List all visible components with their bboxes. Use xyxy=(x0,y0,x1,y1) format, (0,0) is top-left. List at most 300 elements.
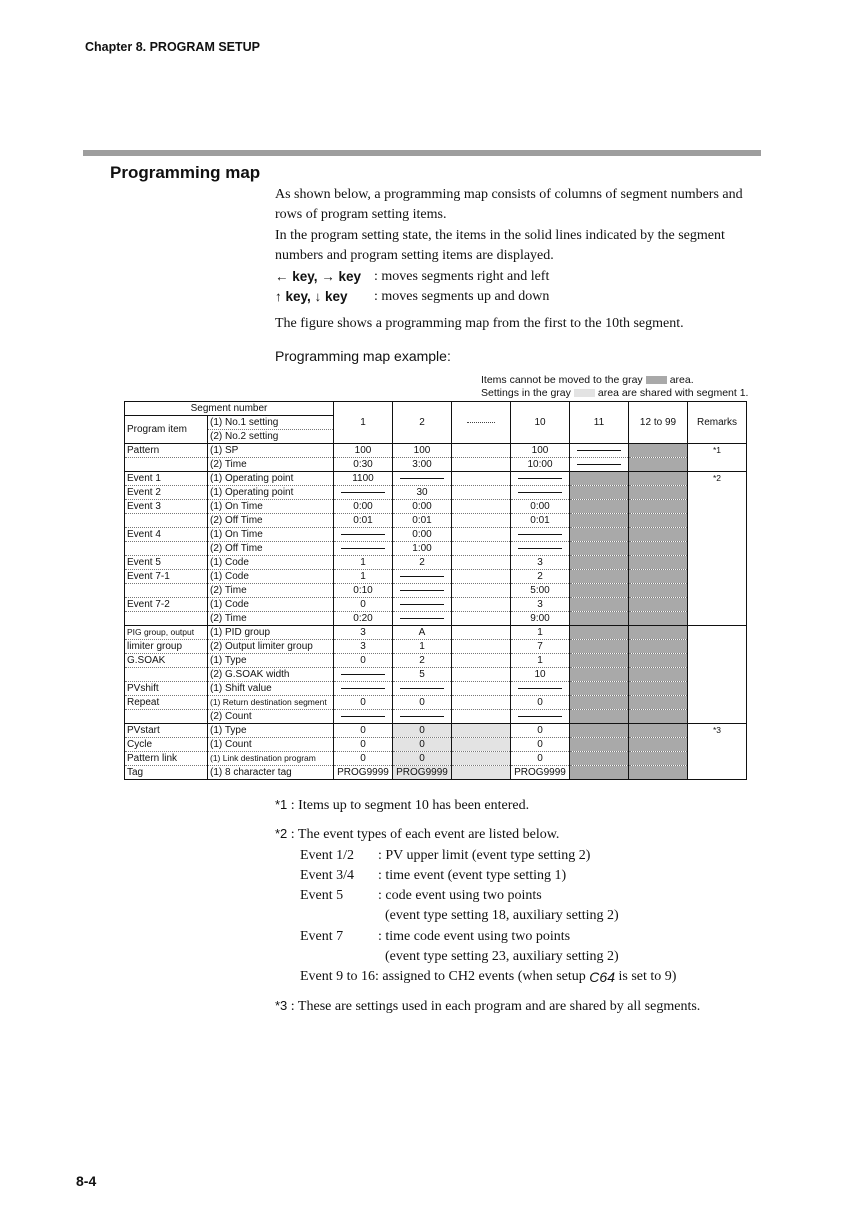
segment-11-value xyxy=(570,514,629,528)
segment-11-value xyxy=(570,528,629,542)
setting-item: (1) Return destination segment xyxy=(208,696,334,710)
segment-10-value: 10:00 xyxy=(511,458,570,472)
not-set-dash xyxy=(341,674,385,675)
not-set-dash xyxy=(341,716,385,717)
not-set-dash xyxy=(341,534,385,535)
event-type-5 xyxy=(275,886,795,906)
map-row xyxy=(125,612,747,626)
program-item-group xyxy=(125,514,208,528)
program-item-group: Event 5 xyxy=(125,556,208,570)
segment-ellipsis-cell xyxy=(452,738,511,752)
segment-10-value: 0:00 xyxy=(511,500,570,514)
intro-paragraph-1: As shown below, a programming map consists of columns of segment numbers and rows of program setting items. xyxy=(275,187,743,223)
segment-1-value: 0 xyxy=(334,654,393,668)
segment-12-99-cell xyxy=(629,500,688,514)
map-row xyxy=(125,472,747,486)
segment-10-value: 5:00 xyxy=(511,584,570,598)
legend-dark xyxy=(481,374,748,387)
map-row xyxy=(125,514,747,528)
segment-10-value xyxy=(511,710,570,724)
col-header-1: 1 xyxy=(334,402,393,444)
dark-gray-swatch xyxy=(646,376,667,384)
program-item-group xyxy=(125,612,208,626)
segment-10-value: 10 xyxy=(511,668,570,682)
segment-11-value xyxy=(570,654,629,668)
segment-2-value xyxy=(393,570,452,584)
segment-ellipsis-cell xyxy=(452,612,511,626)
setting-item: (2) Output limiter group xyxy=(208,640,334,654)
col-header-12-99: 12 to 99 xyxy=(629,402,688,444)
segment-2-value xyxy=(393,682,452,696)
segment-11-value xyxy=(570,458,629,472)
map-row xyxy=(125,668,747,682)
col-header-2: 2 xyxy=(393,402,452,444)
segment-12-99-cell xyxy=(629,612,688,626)
segment-12-99-cell xyxy=(629,528,688,542)
segment-11-value xyxy=(570,752,629,766)
not-set-dash xyxy=(341,492,385,493)
segment-1-value: 1100 xyxy=(334,472,393,486)
segment-1-value: 0:00 xyxy=(334,500,393,514)
segment-12-99-cell xyxy=(629,640,688,654)
segment-10-value: 0 xyxy=(511,752,570,766)
segment-2-value: 2 xyxy=(393,654,452,668)
gray-area-legend xyxy=(481,374,748,400)
map-row xyxy=(125,500,747,514)
segment-12-99-cell xyxy=(629,710,688,724)
segment-11-value xyxy=(570,584,629,598)
key-description: : moves segments right and left xyxy=(374,268,550,284)
segment-2-value: 0 xyxy=(393,696,452,710)
chapter-header: Chapter 8. PROGRAM SETUP xyxy=(85,40,261,54)
segment-ellipsis-cell xyxy=(452,696,511,710)
map-row xyxy=(125,682,747,696)
segment-1-value: 0 xyxy=(334,752,393,766)
map-row xyxy=(125,542,747,556)
setting-item: (2) Time xyxy=(208,612,334,626)
not-set-dash xyxy=(400,576,444,577)
col-header-ellipsis xyxy=(452,402,511,444)
segment-12-99-cell xyxy=(629,682,688,696)
segment-11-value xyxy=(570,472,629,486)
map-row xyxy=(125,486,747,500)
segment-12-99-cell xyxy=(629,458,688,472)
program-item-group xyxy=(125,458,208,472)
not-set-dash xyxy=(518,688,562,689)
program-item-group: PVshift xyxy=(125,682,208,696)
col-header-remarks: Remarks xyxy=(688,402,747,444)
setting-item: (1) Operating point xyxy=(208,472,334,486)
page-number: 8-4 xyxy=(76,1173,97,1189)
segment-10-value: 0 xyxy=(511,696,570,710)
segment-12-99-cell xyxy=(629,444,688,458)
setting-item: (1) SP xyxy=(208,444,334,458)
footnote-3 xyxy=(275,996,795,1017)
segment-1-value: 0 xyxy=(334,696,393,710)
segment-12-99-cell xyxy=(629,570,688,584)
event-type-7-detail: (event type setting 23, auxiliary setting 2) xyxy=(385,949,619,965)
segment-2-value: PROG9999 xyxy=(393,766,452,780)
segment-ellipsis-cell xyxy=(452,514,511,528)
program-item-group: Pattern xyxy=(125,444,208,458)
segment-1-value xyxy=(334,528,393,542)
segment-12-99-cell xyxy=(629,752,688,766)
not-set-dash xyxy=(341,548,385,549)
intro-paragraph-3: The figure shows a programming map from the first to the 10th segment. xyxy=(275,316,684,332)
remarks-cell: *3 xyxy=(688,724,747,780)
event-desc: : time code event using two points xyxy=(378,928,571,944)
segment-11-value xyxy=(570,626,629,640)
program-item-group: PVstart xyxy=(125,724,208,738)
segment-ellipsis-cell xyxy=(452,598,511,612)
program-item-group: PIG group, output xyxy=(125,626,208,640)
remarks-cell: *2 xyxy=(688,472,747,626)
segment-1-value: 1 xyxy=(334,556,393,570)
segment-12-99-cell xyxy=(629,738,688,752)
segment-2-value: 1:00 xyxy=(393,542,452,556)
program-item-group: Event 3 xyxy=(125,500,208,514)
map-row xyxy=(125,724,747,738)
segment-1-value: 1 xyxy=(334,570,393,584)
segment-11-value xyxy=(570,570,629,584)
segment-number-header: Segment number xyxy=(125,402,334,416)
segment-10-value: 3 xyxy=(511,556,570,570)
footnote-text: : These are settings used in each program and are shared by all segments. xyxy=(290,998,701,1014)
setting-item: (1) On Time xyxy=(208,528,334,542)
segment-2-value xyxy=(393,710,452,724)
setting-item: (1) On Time xyxy=(208,500,334,514)
program-item-group: Cycle xyxy=(125,738,208,752)
segment-10-value: 9:00 xyxy=(511,612,570,626)
setting-item: (1) Count xyxy=(208,738,334,752)
segment-ellipsis-cell xyxy=(452,584,511,598)
setting-item: (2) G.SOAK width xyxy=(208,668,334,682)
program-item-group: Pattern link xyxy=(125,752,208,766)
segment-2-value: 3:00 xyxy=(393,458,452,472)
segment-ellipsis-cell xyxy=(452,458,511,472)
segment-ellipsis-cell xyxy=(452,752,511,766)
program-item-group: Event 7-1 xyxy=(125,570,208,584)
program-item-group xyxy=(125,668,208,682)
segment-2-value: 30 xyxy=(393,486,452,500)
program-item-group: Event 2 xyxy=(125,486,208,500)
segment-10-value xyxy=(511,682,570,696)
key-label: ← key, → key xyxy=(275,268,362,284)
segment-11-value xyxy=(570,486,629,500)
segment-10-value: PROG9999 xyxy=(511,766,570,780)
segment-10-value: 0 xyxy=(511,738,570,752)
not-set-dash xyxy=(577,450,621,451)
segment-10-value: 0 xyxy=(511,724,570,738)
segment-2-value: 0 xyxy=(393,752,452,766)
segment-ellipsis-cell xyxy=(452,626,511,640)
map-row xyxy=(125,696,747,710)
segment-1-value xyxy=(334,486,393,500)
setup-code: C64 xyxy=(589,969,615,986)
event-label: Event 7 xyxy=(300,928,344,944)
segment-10-value xyxy=(511,486,570,500)
event-label: Event 1/2 xyxy=(300,847,355,863)
segment-11-value xyxy=(570,556,629,570)
not-set-dash xyxy=(577,464,621,465)
event-desc: : code event using two points xyxy=(378,888,542,904)
remarks-cell xyxy=(688,626,747,724)
segment-1-value: 3 xyxy=(334,626,393,640)
map-row xyxy=(125,654,747,668)
segment-10-value: 100 xyxy=(511,444,570,458)
not-set-dash xyxy=(400,590,444,591)
setting-item: (2) Time xyxy=(208,584,334,598)
program-item-group: Event 1 xyxy=(125,472,208,486)
not-set-dash xyxy=(341,688,385,689)
segment-12-99-cell xyxy=(629,598,688,612)
segment-12-99-cell xyxy=(629,626,688,640)
setting-item: (1) Code xyxy=(208,598,334,612)
segment-ellipsis-cell xyxy=(452,682,511,696)
segment-10-value: 0:01 xyxy=(511,514,570,528)
segment-11-value xyxy=(570,766,629,780)
map-row xyxy=(125,528,747,542)
program-item-group: Tag xyxy=(125,766,208,780)
segment-1-value xyxy=(334,668,393,682)
setting-item: (2) Time xyxy=(208,458,334,472)
segment-ellipsis-cell xyxy=(452,724,511,738)
segment-1-value xyxy=(334,542,393,556)
segment-12-99-cell xyxy=(629,514,688,528)
program-item-group xyxy=(125,710,208,724)
map-row xyxy=(125,710,747,724)
map-row xyxy=(125,626,747,640)
segment-2-value: 5 xyxy=(393,668,452,682)
setting-item: (1) PID group xyxy=(208,626,334,640)
segment-ellipsis-cell xyxy=(452,654,511,668)
segment-ellipsis-cell xyxy=(452,710,511,724)
not-set-dash xyxy=(518,548,562,549)
event-label: Event 3/4 xyxy=(300,867,355,883)
program-item-group xyxy=(125,584,208,598)
event-type-1-2 xyxy=(275,846,795,866)
footnotes xyxy=(275,795,795,1017)
segment-10-value xyxy=(511,472,570,486)
not-set-dash xyxy=(400,604,444,605)
segment-12-99-cell xyxy=(629,556,688,570)
segment-10-value: 1 xyxy=(511,626,570,640)
not-set-dash xyxy=(400,716,444,717)
segment-2-value: 1 xyxy=(393,640,452,654)
footnote-mark: *3 xyxy=(275,997,288,1013)
light-gray-swatch xyxy=(574,389,595,397)
program-item-group: G.SOAK xyxy=(125,654,208,668)
segment-ellipsis-cell xyxy=(452,542,511,556)
segment-2-value xyxy=(393,472,452,486)
segment-1-value: 0 xyxy=(334,724,393,738)
segment-12-99-cell xyxy=(629,472,688,486)
segment-11-value xyxy=(570,598,629,612)
event-desc: is set to 9) xyxy=(618,969,677,985)
program-item-header: Program item xyxy=(125,416,208,444)
segment-12-99-cell xyxy=(629,486,688,500)
program-item-group: Repeat xyxy=(125,696,208,710)
segment-12-99-cell xyxy=(629,724,688,738)
event-type-5-detail: (event type setting 18, auxiliary setting 2) xyxy=(385,908,619,924)
segment-11-value xyxy=(570,710,629,724)
footnote-2 xyxy=(275,824,795,845)
segment-10-value: 7 xyxy=(511,640,570,654)
map-row xyxy=(125,584,747,598)
program-item-group: Event 7-2 xyxy=(125,598,208,612)
segment-1-value: 0:30 xyxy=(334,458,393,472)
col-header-11: 11 xyxy=(570,402,629,444)
not-set-dash xyxy=(400,688,444,689)
segment-1-value: 0 xyxy=(334,738,393,752)
event-desc: : time event (event type setting 1) xyxy=(378,867,567,883)
map-row xyxy=(125,766,747,780)
not-set-dash xyxy=(518,534,562,535)
segment-10-value xyxy=(511,542,570,556)
segment-12-99-cell xyxy=(629,542,688,556)
segment-11-value xyxy=(570,738,629,752)
footnote-1 xyxy=(275,795,795,816)
segment-ellipsis-cell xyxy=(452,570,511,584)
segment-11-value xyxy=(570,668,629,682)
program-item-group: Event 4 xyxy=(125,528,208,542)
map-row xyxy=(125,458,747,472)
segment-12-99-cell xyxy=(629,696,688,710)
segment-2-value xyxy=(393,584,452,598)
segment-10-value: 2 xyxy=(511,570,570,584)
setting-item: (2) Off Time xyxy=(208,514,334,528)
map-row xyxy=(125,556,747,570)
segment-ellipsis-cell xyxy=(452,556,511,570)
segment-11-value xyxy=(570,444,629,458)
segment-10-value: 1 xyxy=(511,654,570,668)
program-item-group: limiter group xyxy=(125,640,208,654)
not-set-dash xyxy=(400,618,444,619)
map-row xyxy=(125,570,747,584)
segment-2-value: 0 xyxy=(393,738,452,752)
segment-2-value: 0:00 xyxy=(393,528,452,542)
not-set-dash xyxy=(400,478,444,479)
key-description: : moves segments up and down xyxy=(374,289,550,305)
program-item-group xyxy=(125,542,208,556)
no2-setting-header: (2) No.2 setting xyxy=(208,430,334,444)
map-row xyxy=(125,640,747,654)
not-set-dash xyxy=(518,478,562,479)
key-label: ↑ key, ↓ key xyxy=(275,289,348,305)
map-row xyxy=(125,598,747,612)
event-desc: : PV upper limit (event type setting 2) xyxy=(378,847,591,863)
key-row-left-right xyxy=(275,267,755,287)
segment-1-value xyxy=(334,682,393,696)
map-row xyxy=(125,738,747,752)
remarks-cell: *1 xyxy=(688,444,747,472)
key-row-up-down xyxy=(275,287,755,307)
segment-2-value: 100 xyxy=(393,444,452,458)
setting-item: (1) Shift value xyxy=(208,682,334,696)
footnote-text: : Items up to segment 10 has been entered. xyxy=(290,798,530,813)
setting-item: (1) Type xyxy=(208,724,334,738)
segment-1-value: 100 xyxy=(334,444,393,458)
segment-11-value xyxy=(570,696,629,710)
legend-text: area are shared with segment 1. xyxy=(597,387,749,399)
setting-item: (1) Link destination program xyxy=(208,752,334,766)
segment-11-value xyxy=(570,500,629,514)
event-label: Event 5 xyxy=(300,888,344,904)
event-type-3-4 xyxy=(275,866,795,886)
not-set-dash xyxy=(518,492,562,493)
intro-text xyxy=(275,185,755,335)
not-set-dash xyxy=(518,716,562,717)
segment-2-value: 2 xyxy=(393,556,452,570)
segment-ellipsis-cell xyxy=(452,668,511,682)
legend-light xyxy=(481,387,748,400)
legend-text: Settings in the gray xyxy=(481,387,571,399)
segment-ellipsis-cell xyxy=(452,444,511,458)
section-title: Programming map xyxy=(110,163,261,182)
segment-11-value xyxy=(570,640,629,654)
segment-11-value xyxy=(570,612,629,626)
section-divider xyxy=(83,150,761,156)
segment-1-value xyxy=(334,710,393,724)
event-desc: Event 9 to 16: assigned to CH2 events (when setup xyxy=(300,969,586,985)
setting-item: (1) Code xyxy=(208,556,334,570)
segment-11-value xyxy=(570,724,629,738)
segment-1-value: 0:10 xyxy=(334,584,393,598)
event-type-7 xyxy=(275,927,795,947)
legend-text: area. xyxy=(669,374,694,386)
setting-item: (1) Type xyxy=(208,654,334,668)
segment-11-value xyxy=(570,542,629,556)
segment-ellipsis-cell xyxy=(452,766,511,780)
segment-1-value: 0:01 xyxy=(334,514,393,528)
setting-item: (2) Count xyxy=(208,710,334,724)
programming-map-table xyxy=(124,401,747,780)
segment-ellipsis-cell xyxy=(452,500,511,514)
setting-item: (1) 8 character tag xyxy=(208,766,334,780)
segment-11-value xyxy=(570,682,629,696)
map-row xyxy=(125,752,747,766)
segment-12-99-cell xyxy=(629,654,688,668)
segment-ellipsis-cell xyxy=(452,528,511,542)
footnote-text: : The event types of each event are listed below. xyxy=(290,827,560,843)
col-header-10: 10 xyxy=(511,402,570,444)
setting-item: (2) Off Time xyxy=(208,542,334,556)
setting-item: (1) Operating point xyxy=(208,486,334,500)
segment-2-value xyxy=(393,598,452,612)
segment-ellipsis-cell xyxy=(452,486,511,500)
map-row xyxy=(125,444,747,458)
segment-2-value: A xyxy=(393,626,452,640)
segment-1-value: PROG9999 xyxy=(334,766,393,780)
intro-paragraph-2: In the program setting state, the items in the solid lines indicated by the segment numbers and program setting items are displayed. xyxy=(275,227,725,264)
no1-setting-header: (1) No.1 setting xyxy=(208,416,334,430)
segment-1-value: 3 xyxy=(334,640,393,654)
footnote-mark: *2 xyxy=(275,826,288,842)
example-title: Programming map example: xyxy=(275,348,451,364)
legend-text: Items cannot be moved to the gray xyxy=(481,374,643,386)
segment-10-value xyxy=(511,528,570,542)
segment-ellipsis-cell xyxy=(452,640,511,654)
segment-12-99-cell xyxy=(629,584,688,598)
segment-12-99-cell xyxy=(629,766,688,780)
segment-2-value: 0:01 xyxy=(393,514,452,528)
segment-12-99-cell xyxy=(629,668,688,682)
segment-1-value: 0 xyxy=(334,598,393,612)
footnote-mark: *1 xyxy=(275,797,288,812)
event-type-9-16 xyxy=(275,967,795,987)
setting-item: (1) Code xyxy=(208,570,334,584)
segment-ellipsis-cell xyxy=(452,472,511,486)
